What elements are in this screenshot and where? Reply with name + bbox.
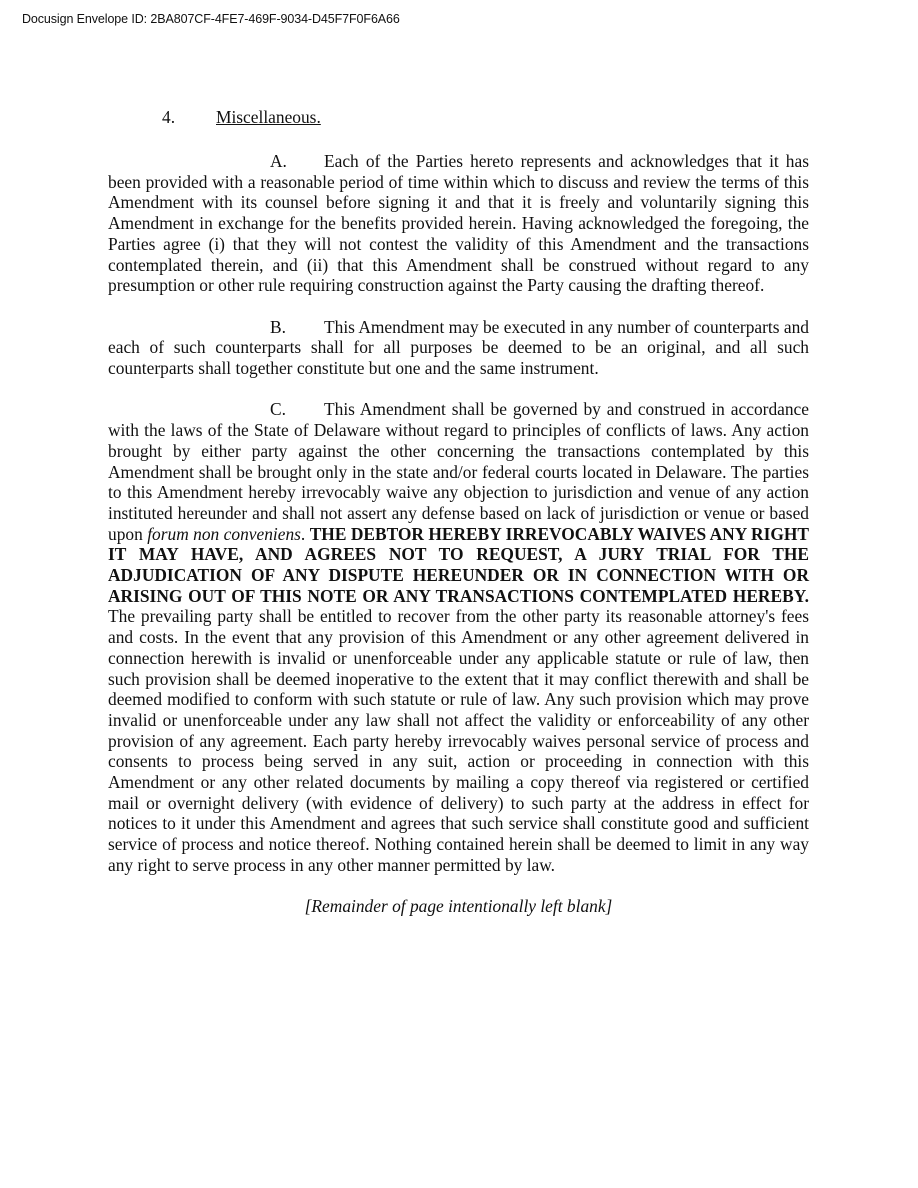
paragraph-c-letter: C. bbox=[270, 399, 286, 420]
paragraph-a bbox=[108, 151, 809, 296]
paragraph-c-text-1: This Amendment shall be governed by and construed in accordance with the laws of the State of Delaware without regard to principles of conflicts of laws. Any action brought by either party against the other concerning the transactions contemplated by this Amendment shall be brought only in the state and/or federal courts located in Delaware. The parties to this Amendment hereby irrevocably waive any objection to jurisdiction and venue of any action instituted hereunder and shall not assert any defense based on lack of jurisdiction or venue or based upon bbox=[108, 399, 809, 544]
paragraph-a-text: Each of the Parties hereto represents and acknowledges that it has been provided with a reasonable period of time within which to discuss and review the terms of this Amendment with its counsel before signing it and that it is freely and voluntarily signing this Amendment in exchange for the benefits provided herein. Having acknowledged the foregoing, the Parties agree (i) that they will not contest the validity of this Amendment and the transactions contemplated therein, and (ii) that this Amendment shall be construed without regard to any presumption or other rule requiring construction against the Party causing the drafting thereof. bbox=[108, 151, 809, 296]
paragraph-b-text: This Amendment may be executed in any number of counterparts and each of such counterparts shall for all purposes be deemed to be an original, and all such counterparts shall together constitute but one and the same instrument. bbox=[108, 316, 809, 379]
section-number: 4. bbox=[162, 107, 176, 127]
paragraph-b bbox=[108, 317, 809, 379]
remainder-blank-note: [Remainder of page intentionally left blank] bbox=[304, 896, 613, 917]
jury-waiver-clause: THE DEBTOR HEREBY IRREVOCABLY WAIVES ANY RIGHT IT MAY HAVE, AND AGREES NOT TO REQUEST, A JURY TRIAL FOR THE ADJUDICATION OF ANY DISPUTE HEREUNDER OR IN CONNECTION WITH OR ARISING OUT OF THIS NOTE OR ANY TRANSACTIONS CONTEMPLATED HEREBY. bbox=[108, 523, 810, 606]
document-body bbox=[108, 107, 809, 917]
paragraph-c bbox=[108, 399, 809, 875]
section-heading bbox=[108, 107, 809, 131]
paragraph-c-text-3: The prevailing party shall be entitled to recover from the other party its reasonable attorney's fees and costs. In the event that any provision of this Amendment or any other agreement delivered in connection herewith is invalid or unenforceable under any applicable statute or rule of law, then such provision shall be deemed inoperative to the extent that it may conflict therewith and shall be deemed modified to conform with such statute or rule of law. Any such provision which may prove invalid or unenforceable under any law shall not affect the validity or enforceability of any other provision of any agreement. Each party hereby irrevocably waives personal service of process and consents to process being served in any suit, action or proceeding in connection with this Amendment or any other related documents by mailing a copy thereof via registered or certified mail or overnight delivery (with evidence of delivery) to such party at the address in effect for notices to it under this Amendment and agrees that such service shall constitute good and sufficient service of process and notice thereof. Nothing contained herein shall be deemed to limit in any way any right to serve process in any other manner permitted by law. bbox=[108, 606, 809, 875]
envelope-id: Docusign Envelope ID: 2BA807CF-4FE7-469F-9034-D45F7F0F6A66 bbox=[22, 12, 400, 26]
paragraph-a-letter: A. bbox=[270, 151, 287, 171]
paragraph-b-letter: B. bbox=[270, 316, 286, 337]
forum-non-conveniens: forum non conveniens bbox=[147, 523, 301, 544]
section-title: Miscellaneous. bbox=[216, 107, 321, 127]
paragraph-c-text-2: . bbox=[300, 523, 306, 544]
